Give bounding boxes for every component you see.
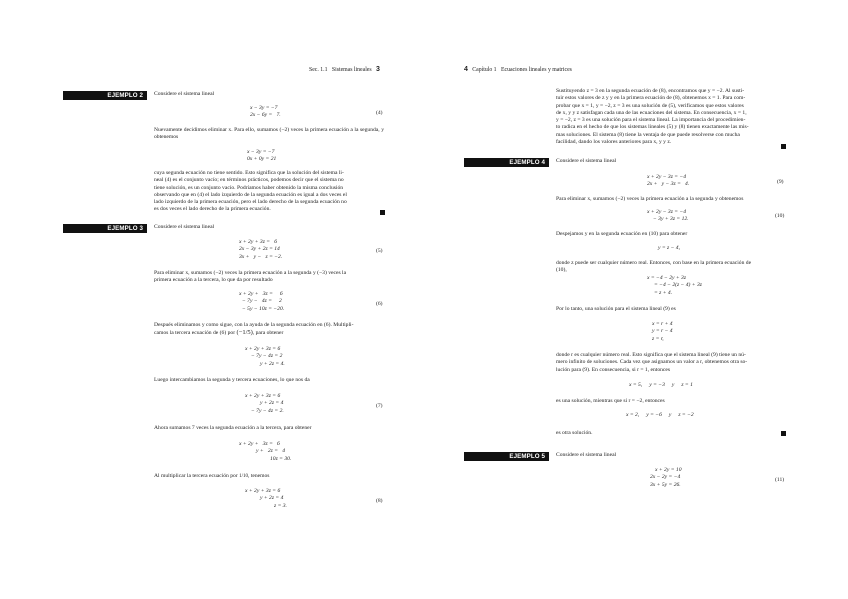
eq-number-7: (7) <box>376 403 383 409</box>
example-2-badge: EJEMPLO 2 <box>63 91 147 100</box>
example-2-text-1: Nuevamente decidimos eliminar x. Para ello, sumamos (−2) veces la primera ecuación a la segunda, y obtenemos <box>154 127 384 141</box>
example-3-text-5: Al multiplicar la tercera ecuación por 1/10, tenemos <box>154 473 270 479</box>
system-8: x + 2y + 3z = 6 y + 2z = 4 z = 3. <box>245 488 287 509</box>
example-4-text-6: es una solución, mientras que si r = −2, entonces <box>556 398 665 404</box>
system-11: x + 2y = 10 2x − 2y = −4 3x + 5y = 26. <box>650 467 682 488</box>
header-section: Sec. 1.1 <box>309 67 328 73</box>
eq-number-9: (9) <box>777 179 784 185</box>
eq-number-8: (8) <box>376 498 383 504</box>
system-4: x − 3y = −7 2x − 6y = 7. <box>250 105 281 119</box>
system-7: x + 2y + 3z = 6 y + 2z = 4 − 7y − 4z = 2. <box>245 393 284 414</box>
example-4-intro: Considere el sistema lineal <box>556 158 617 164</box>
example-3-badge: EJEMPLO 3 <box>63 224 147 233</box>
system-4-reduced: x − 3y = −7 0x + 0y = 21 <box>247 149 277 163</box>
page-number: 4 <box>464 66 468 73</box>
header-chapter: Capítulo 1 <box>472 67 497 73</box>
eq-number-4: (4) <box>376 110 383 116</box>
equation-y: y = z − 4, <box>658 245 680 251</box>
eq-number-10: (10) <box>775 213 785 219</box>
continuation-text: Sustituyendo z = 3 en la segunda ecuación de (8), encontramos que y = −2. Al susti- tuir estos valores de z y y en la primera ecuación de (8), obtenemos x = 1. Para com- probar que x = 1, y = −2, z = 3 es una solución de (5), verificamos que estos valores de x, y y z satisfagan cada una de las ecuaciones del sistema. En consecuencia, x = 1, y = −2, z = 3 es una solución para el sistema lineal. La importancia del procedimien- to radica en el hecho de que los sistemas lineales (5) y (8) tienen exactamente las mis- mas soluciones. El sistema (8) tiene la ventaja de que puede resolverse con mucha facilidad, dando los valores anteriores para x, y y z. <box>556 88 749 146</box>
example-4-text-1: Para eliminar x, sumamos (−2) veces la primera ecuación a la segunda y obtenemos <box>556 196 744 202</box>
substitution-x: x = −4 − 2y + 3z = −4 − 2(z − 4) + 3z = z + 4. <box>647 275 702 296</box>
example-4-text-2: Despejamos y en la segunda ecuación en (10) para obtener <box>556 231 688 237</box>
system-7-reduced: x + 2y + 3z = 6 y + 2z = 4 10z = 30. <box>239 441 292 462</box>
system-10: x + 2y − 3z = −4 − 3y + 3z = 12. <box>647 209 689 223</box>
example-3-text-1: Para eliminar x, sumamos (−2) veces la primera ecuación a la segunda y (−3) veces la primera ecuación a la tercera, lo que da por resultado <box>154 270 347 284</box>
solution-set-9: x = r + 4 y = r − 4 z = r, <box>652 321 673 342</box>
example-4-text-3: donde z puede ser cualquier número real. Entonces, con base en la primera ecuación de (10), <box>556 260 752 274</box>
example-3-intro: Considere el sistema lineal <box>154 224 215 230</box>
running-header-right <box>464 66 572 74</box>
example-4-text-5: donde r es cualquier número real. Esto significa que el sistema lineal (9) tiene un nú- mero infinito de soluciones. Cada vez que asignamos un valor a r, obtenemos otra so- lución para (9). En consecuencia, si r = 1, entonces <box>556 352 748 373</box>
example-4-badge: EJEMPLO 4 <box>464 158 549 167</box>
solution-r-minus-2: x = 2, y = −6 y z = −2 <box>626 412 694 418</box>
system-5: x + 2y + 3z = 6 2x − 3y + 2z = 14 3x + y − z = −2. <box>239 239 283 260</box>
solution-r-1: x = 5, y = −3 y z = 1 <box>629 382 693 388</box>
page-number: 3 <box>376 66 380 73</box>
system-6: x + 2y + 3z = 6 − 7y − 4z = 2 − 5y − 10z = −20. <box>239 291 285 312</box>
eq-number-6: (6) <box>376 301 383 307</box>
example-2-intro: Considere el sistema lineal <box>154 91 215 97</box>
end-proof-square <box>380 210 385 215</box>
example-2-text-2: cuya segunda ecuación no tiene sentido. Esto significa que la solución del sistema li- neal (4) es el conjunto vacío; en términos prácticos, podemos decir que el sistema no tiene solución, es un conjunto vacío. Podríamos haber obtenido la misma conclusión observando que en (4) el lado izquierdo de la segunda ecuación es igual a dos veces el lado izquierdo de la primera ecuación, pero el lado derecho de la segunda ecuación no es dos veces el lado derecho de la primera ecuación. <box>154 170 347 213</box>
example-3-text-3: Luego intercambiamos la segunda y tercera ecuaciones, lo que nos da <box>154 377 310 383</box>
running-header-left <box>309 66 380 74</box>
example-5-badge: EJEMPLO 5 <box>464 452 549 461</box>
example-3-text-4: Ahora sumamos 7 veces la segunda ecuación a la tercera, para obtener <box>154 425 312 431</box>
header-title: Sistemas lineales <box>331 67 372 73</box>
end-proof-square <box>781 144 786 149</box>
fraction-one-tenth: 1/10 <box>239 474 249 479</box>
example-3-text-2: Después eliminamos y como sigue, con la ayuda de la segunda ecuación en (6). Multipli- camos la tercera ecuación de (6) por (−1/5), para obtener <box>154 322 354 337</box>
header-title: Ecuaciones lineales y matrices <box>500 67 572 73</box>
end-proof-square <box>781 431 786 436</box>
example-5-intro: Considere el sistema lineal <box>556 452 617 458</box>
system-6-scaled: x + 2y + 3z = 6 − 7y − 4z = 2 y + 2z = 4. <box>245 346 285 367</box>
eq-number-11: (11) <box>775 477 785 483</box>
eq-number-5: (5) <box>376 248 383 254</box>
example-4-text-7: es otra solución. <box>556 430 593 436</box>
example-4-text-4: Por lo tanto, una solución para el sistema lineal (9) es <box>556 306 676 312</box>
system-9: x + 2y − 3z = −4 2x + y − 3z = 4. <box>647 174 690 188</box>
fraction-minus-one-fifth: (−1/5) <box>236 329 253 337</box>
